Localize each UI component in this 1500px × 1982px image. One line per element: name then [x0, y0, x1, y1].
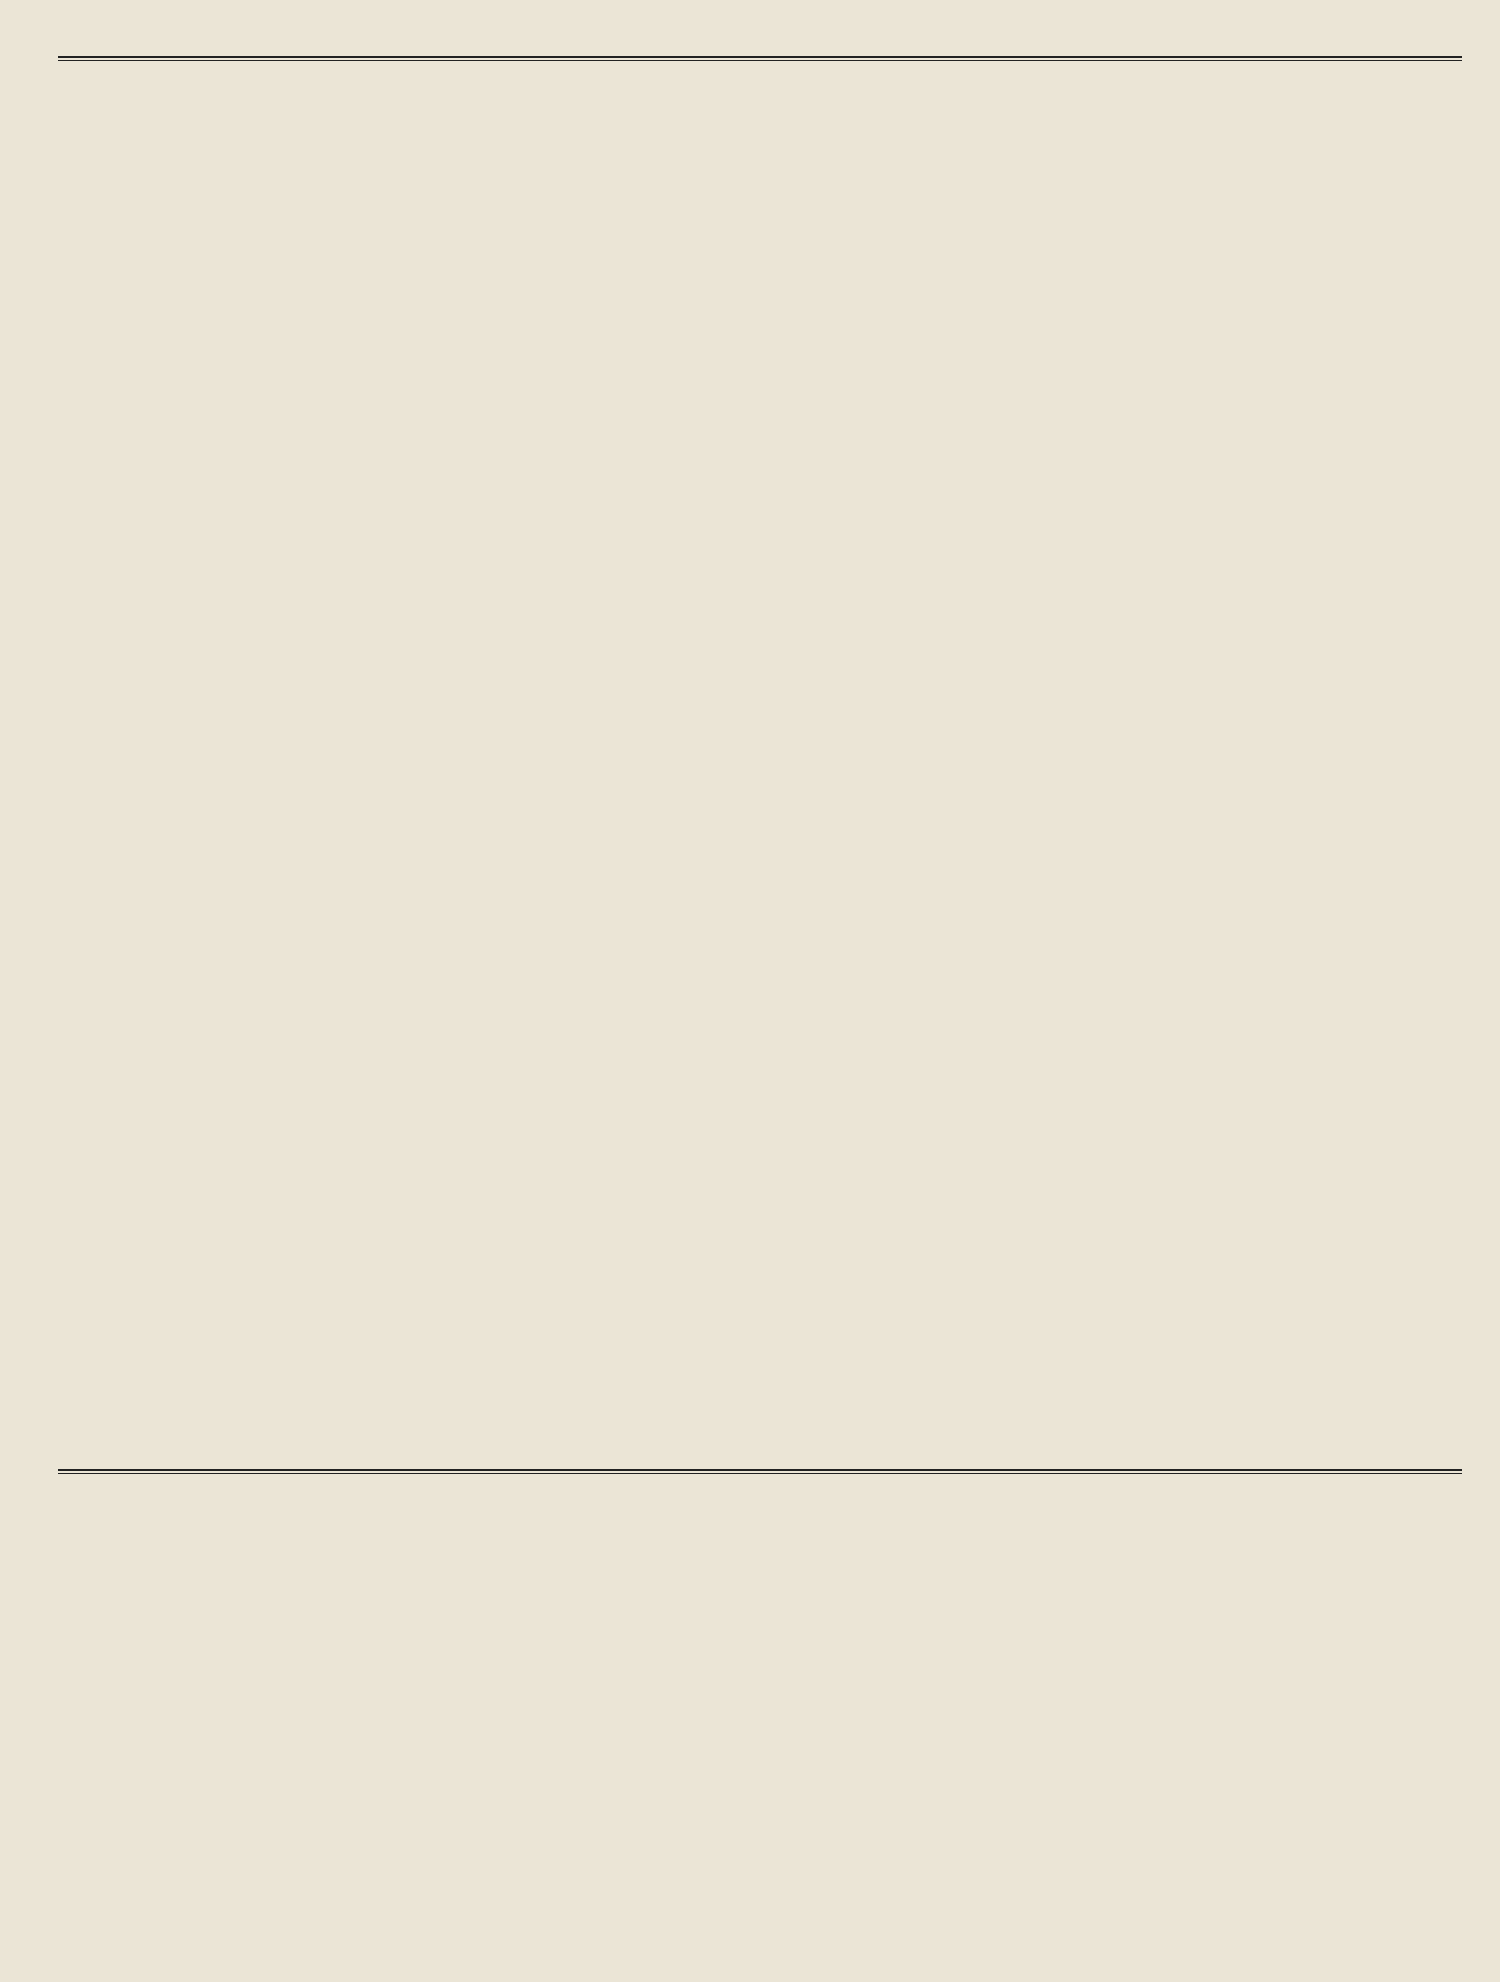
feuilleton-rule — [58, 1469, 1462, 1471]
masthead-rule-thin — [58, 60, 1462, 61]
masthead-rule — [58, 56, 1462, 58]
feuilleton-rule-thin — [58, 1473, 1462, 1474]
